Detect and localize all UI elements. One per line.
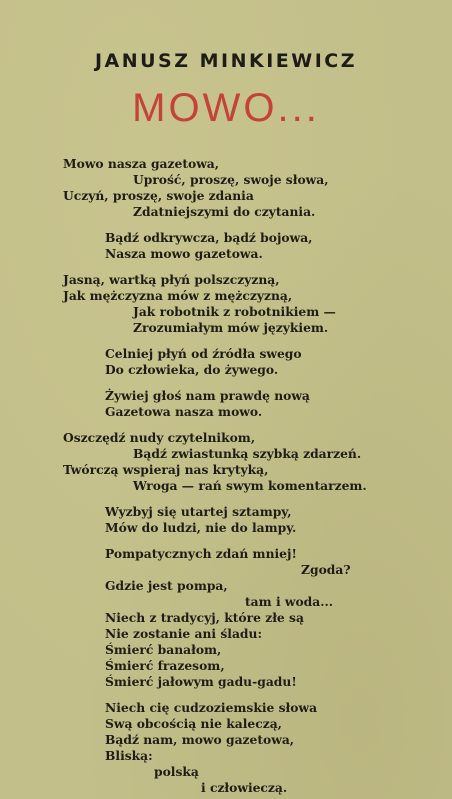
poem-line: Niech z tradycyj, które złe są xyxy=(105,610,304,625)
poem-line: Swą obcością nie kaleczą, xyxy=(105,716,282,731)
poem-line: Uprość, proszę, swoje słowa, xyxy=(133,172,329,187)
poem-line: Żywiej głoś nam prawdę nową xyxy=(105,388,310,403)
poem-line: Śmierć jałowym gadu-gadu! xyxy=(105,674,297,689)
poem-line: Niech cię cudzoziemskie słowa xyxy=(105,700,318,715)
poem-line: Do człowieka, do żywego. xyxy=(105,362,279,377)
poem-title: MOWO... xyxy=(132,86,320,130)
poem-line: Mów do ludzi, nie do lampy. xyxy=(105,520,297,535)
poem-line: i człowieczą. xyxy=(201,780,288,795)
poem-line: Oszczędź nudy czytelnikom, xyxy=(63,430,256,445)
poem-line: Jak mężczyzna mów z mężczyzną, xyxy=(63,288,293,303)
poem-line: Pompatycznych zdań mniej! xyxy=(105,546,297,561)
poem-line: Jak robotnik z robotnikiem — xyxy=(133,304,336,319)
poem-line: Bądź zwiastunką szybką zdarzeń. xyxy=(133,446,362,461)
poem-line: Jasną, wartką płyń polszczyzną, xyxy=(63,272,280,287)
poem-line: Bądź nam, mowo gazetowa, xyxy=(105,732,295,747)
poem-line: Mowo nasza gazetowa, xyxy=(63,156,220,171)
poem-line: Celniej płyń od źródła swego xyxy=(105,346,302,361)
poem-line: polską xyxy=(154,764,199,779)
poem-line: Nasza mowo gazetowa. xyxy=(105,246,263,261)
poem-line: tam i woda... xyxy=(245,594,334,609)
poem-line: Bliską: xyxy=(105,748,153,763)
poem-line: Gazetowa nasza mowo. xyxy=(105,404,263,419)
poem-line: Śmierć frazesom, xyxy=(105,658,225,673)
poem-line: Wyzbyj się utartej sztampy, xyxy=(105,504,292,519)
poem-line: Gdzie jest pompa, xyxy=(105,578,228,593)
poem-line: Twórczą wspieraj nas krytyką, xyxy=(63,462,269,477)
poem-line: Zgoda? xyxy=(301,562,351,577)
author-name: JANUSZ MINKIEWICZ xyxy=(94,50,358,72)
poem-line: Bądź odkrywcza, bądź bojowa, xyxy=(105,230,313,245)
poem-line: Wroga — rań swym komentarzem. xyxy=(133,478,367,493)
poem-line: Śmierć banałom, xyxy=(105,642,222,657)
poem-line: Zrozumiałym mów językiem. xyxy=(133,320,329,335)
poem-line: Nie zostanie ani śladu: xyxy=(105,626,262,641)
poem-line: Uczyń, proszę, swoje zdania xyxy=(63,188,254,203)
poem-line: Zdatniejszymi do czytania. xyxy=(133,204,316,219)
